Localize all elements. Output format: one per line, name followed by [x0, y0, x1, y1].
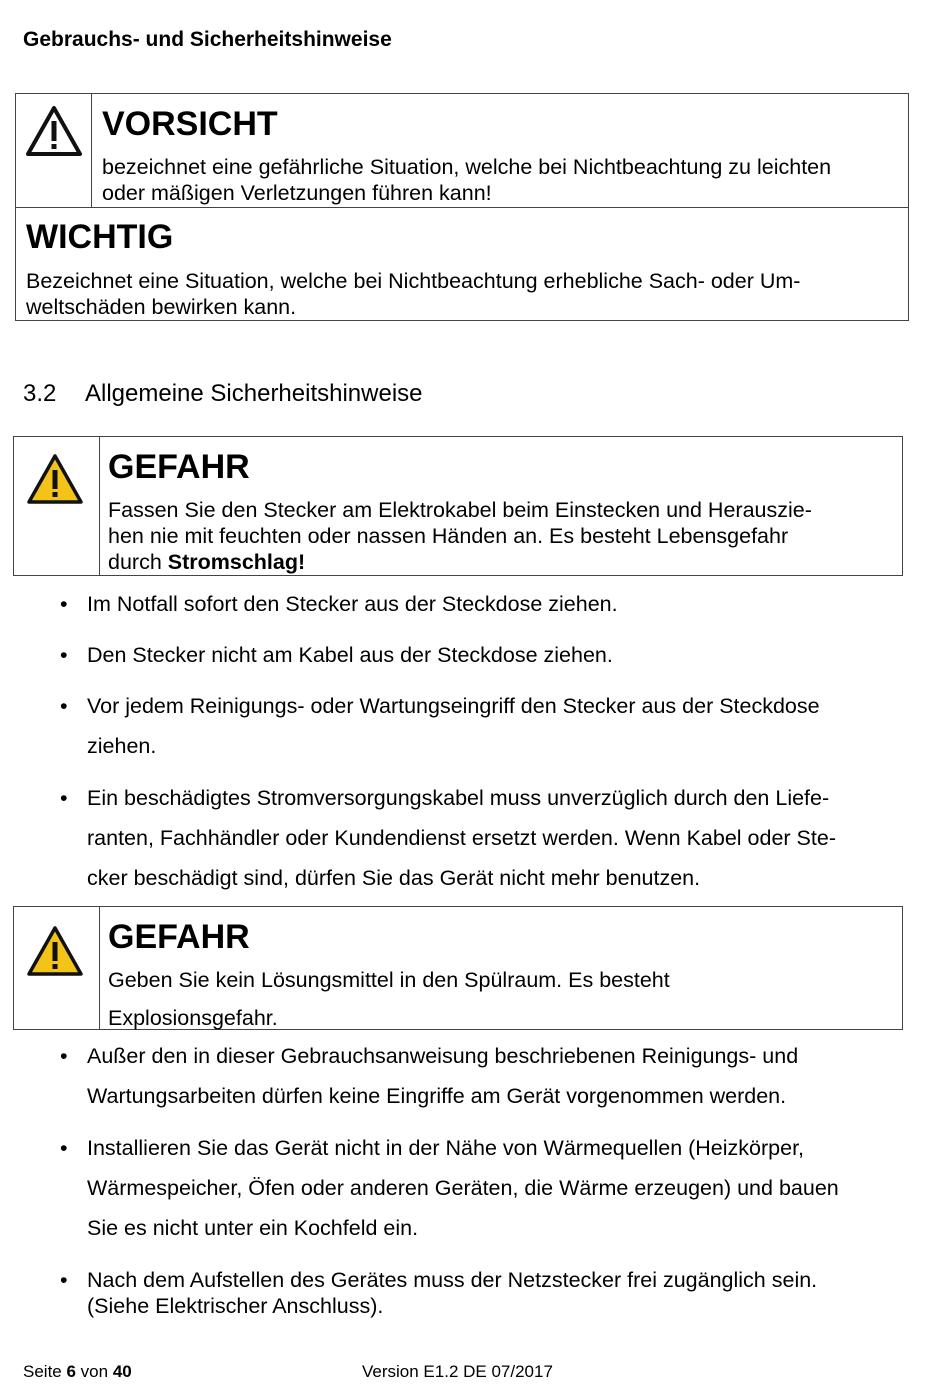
important-text-line-1: Bezeichnet eine Situation, welche bei Nichtbeachtung erhebliche Sach- oder Um- — [26, 269, 801, 293]
notice-divider — [16, 207, 908, 208]
list-item-text: ziehen. — [87, 734, 157, 758]
list-item-text: ranten, Fachhändler oder Kundendienst ersetzt werden. Wenn Kabel oder Ste- — [87, 826, 836, 850]
section-number: 3.2 — [23, 380, 57, 407]
warning-outline-icon — [24, 104, 84, 158]
danger-title: GEFAHR — [108, 918, 250, 956]
bullet-dot: • — [60, 1268, 68, 1292]
list-item-text: Nach dem Aufstellen des Gerätes muss der Netzstecker frei zugänglich sein. — [87, 1268, 818, 1292]
list-item-text: cker beschädigt sind, dürfen Sie das Gerät nicht mehr benutzen. — [87, 866, 701, 890]
page-header-title: Gebrauchs- und Sicherheitshinweise — [23, 28, 392, 51]
section-title: Allgemeine Sicherheitshinweise — [85, 380, 423, 407]
important-text-line-2: weltschäden bewirken kann. — [26, 295, 297, 319]
bullet-dot: • — [60, 1136, 68, 1160]
list-item-text: Sie es nicht unter ein Kochfeld ein. — [87, 1216, 419, 1240]
danger-text-emphasis: Stromschlag! — [167, 550, 306, 574]
danger-box-electric — [13, 436, 903, 576]
danger-text-line-1: Geben Sie kein Lösungsmittel in den Spülraum. Es besteht — [108, 968, 670, 992]
danger-text-line-2: Explosionsgefahr. — [108, 1006, 278, 1030]
list-item-text: Vor jedem Reinigungs- oder Wartungseingriff den Stecker aus der Steckdose — [87, 694, 820, 718]
caution-text-line-1: bezeichnet eine gefährliche Situation, welche bei Nichtbeachtung zu leichten — [102, 155, 832, 179]
danger-icon-cell — [14, 907, 100, 1029]
page-current: 6 — [66, 1362, 76, 1381]
page-number — [23, 1362, 132, 1382]
notice-box-caution-important — [15, 93, 909, 321]
warning-yellow-icon — [25, 452, 85, 506]
page-total: 40 — [112, 1362, 132, 1381]
danger-text-prefix: durch — [108, 550, 168, 574]
list-item-text: Wärmespeicher, Öfen oder anderen Geräten, die Wärme erzeugen) und bauen — [87, 1176, 839, 1200]
page-middle: von — [75, 1362, 113, 1381]
caution-icon-cell — [16, 94, 92, 207]
danger-text-line-2: hen nie mit feuchten oder nassen Händen an. Es besteht Lebensgefahr — [108, 524, 789, 548]
bullet-dot: • — [60, 1044, 68, 1068]
caution-text-line-2: oder mäßigen Verletzungen führen kann! — [102, 181, 492, 205]
list-item-text: Im Notfall sofort den Stecker aus der Steckdose ziehen. — [87, 592, 618, 616]
page-prefix: Seite — [23, 1362, 67, 1381]
danger-text-line-1: Fassen Sie den Stecker am Elektrokabel beim Einstecken und Herauszie- — [108, 498, 812, 522]
danger-icon-cell — [14, 437, 100, 575]
document-version: Version E1.2 DE 07/2017 — [362, 1362, 553, 1381]
bullet-dot: • — [60, 694, 68, 718]
caution-title: VORSICHT — [102, 105, 278, 143]
danger-box-solvent — [13, 906, 903, 1030]
bullet-dot: • — [60, 643, 68, 667]
danger-text-line-3 — [108, 549, 305, 575]
list-item-text: Ein beschädigtes Stromversorgungskabel muss unverzüglich durch den Liefe- — [87, 786, 830, 810]
important-title: WICHTIG — [26, 218, 174, 256]
warning-yellow-icon — [25, 924, 85, 978]
list-item-text: Wartungsarbeiten dürfen keine Eingriffe am Gerät vorgenommen werden. — [87, 1084, 787, 1108]
list-item-text: Installieren Sie das Gerät nicht in der Nähe von Wärmequellen (Heizkörper, — [87, 1136, 805, 1160]
danger-title: GEFAHR — [108, 448, 250, 486]
list-item-text: Den Stecker nicht am Kabel aus der Steckdose ziehen. — [87, 643, 613, 667]
list-item-text: (Siehe Elektrischer Anschluss). — [87, 1294, 384, 1318]
bullet-dot: • — [60, 592, 68, 616]
bullet-dot: • — [60, 786, 68, 810]
list-item-text: Außer den in dieser Gebrauchsanweisung beschriebenen Reinigungs- und — [87, 1044, 799, 1068]
section-heading — [23, 380, 423, 408]
